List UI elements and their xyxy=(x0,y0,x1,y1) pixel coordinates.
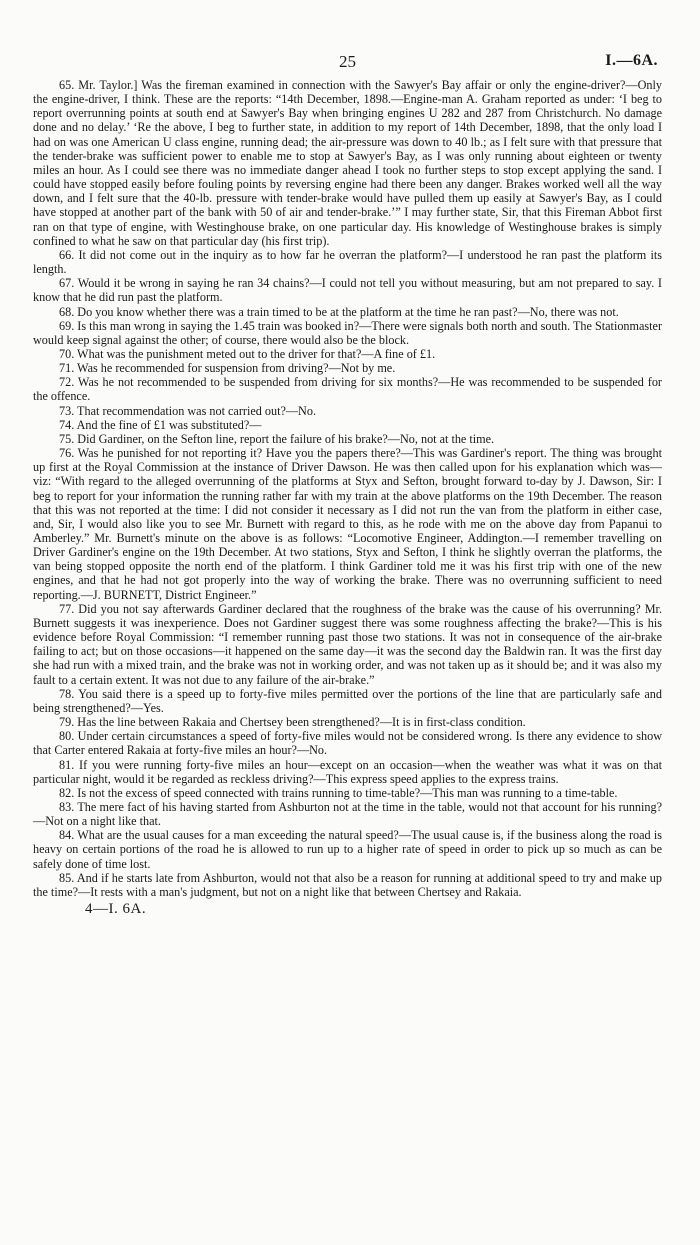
paragraph-q82: 82. Is not the excess of speed connected with trains running to time-table?—This man was running to a time-table. xyxy=(59,785,618,800)
paragraph-q71: 71. Was he recommended for suspension from driving?—Not by me. xyxy=(59,361,396,376)
paragraph-q70: 70. What was the punishment meted out to the driver for that?—A fine of £1. xyxy=(59,346,436,361)
paragraph-q84: 84. What are the usual causes for a man exceeding the natural speed?—The usual cause is, if the business along the road is heavy on certain portions of the road he is allowed to run up to a higher rate of speed in order to pick up so much as can be safely done of time lost. xyxy=(33,828,662,871)
evidence-body xyxy=(33,78,662,899)
paragraph-q80: 80. Under certain circumstances a speed of forty-five miles would not be considered wrong. Is there any evidence to show that Carter entered Rakaia at forty-five miles an hour?—No. xyxy=(33,729,662,758)
paragraph-q75: 75. Did Gardiner, on the Sefton line, report the failure of his brake?—No, not at the time. xyxy=(59,431,495,446)
paragraph-q69: 69. Is this man wrong in saying the 1.45 train was booked in?—There were signals both north and south. The Stationmaster would keep signal against the other; of course, there would also be the block. xyxy=(33,318,662,347)
paragraph-q65: 65. Mr. Taylor.] Was the fireman examined in connection with the Sawyer's Bay affair or only the engine-driver?—Only the engine-driver, I think. These are the reports: “14th December, 1898.—Engine-man A. Graham reported as under: ‘I beg to report overrunning points at south end at Sawyer's Bay when bringing engines U 282 and 287 from Christchurch. No damage done and no delay.’ ‘Re the above, I beg to further state, in addition to my report of 14th December, 1898, that the only load I had on was one American U class engine, running dead; the air-pressure was down to 40 lb.; as I felt sure with that pressure that the tender-brake was sufficient power to enable me to stop at Sawyer's Bay, as I was only running about eighteen or twenty miles an hour. As I could see there was no immediate danger ahead I took no further steps to stop except applying the sand. I could have stopped easily before fouling points by reversing engine had there been any danger. Brakes worked well all the way down, and I felt sure that the 40-lb. pressure with tender-brake would have pulled them up easily at Sawyer's Bay, as I could have stopped at another part of the bank with 50 of air and tender-brake.’” I may further state, Sir, that this Fireman Abbot first ran on that type of engine, with Westinghouse brake, on one particular day. His knowledge of Westinghouse brakes is simply confined to what he saw on that particular day (his first trip). xyxy=(33,78,662,248)
paragraph-q67: 67. Would it be wrong in saying he ran 34 chains?—I could not tell you without measuring, but am not prepared to say. I know that he did run past the platform. xyxy=(33,276,662,305)
page-number: 25 xyxy=(339,52,356,71)
paragraph-q66: 66. It did not come out in the inquiry as to how far he overran the platform?—I understood he ran past the platform its length. xyxy=(33,247,662,277)
paragraph-q77: 77. Did you not say afterwards Gardiner declared that the roughness of the brake was the cause of his overrunning? Mr. Burnett suggests it was inexperience. Does not Gardiner suggest there was some roughness affecting the brake?—This is his evidence before Royal Commission: “I remember running past those two stations. It was not in consequence of the air-brake failing to act; but on those occasions—it happened on the same day—it was the second day the Baldwin ran. It was the first day she had run with a mixed train, and the brake was not in working order, and was not taken up as it should be; and it was also my fault to a certain extent. It was not due to any failure of the air-brake.” xyxy=(33,601,662,687)
paragraph-q73: 73. That recommendation was not carried out?—No. xyxy=(59,403,316,418)
paragraph-q79: 79. Has the line between Rakaia and Chertsey been strengthened?—It is in first-class condition. xyxy=(59,715,526,730)
paragraph-q76: 76. Was he punished for not reporting it? Have you the papers there?—This was Gardiner's report. The thing was brought up first at the Royal Commission at the instance of Driver Dawson. He was then called upon for his explanation which was—viz: “With regard to the alleged overrunning of the platforms at Styx and Sefton, brought forward to-day by J. Dawson, Sir: I beg to report for your information the running rather far with my train at the above platforms on the 19th December. The reason that this was not reported at the time: I did not consider it necessary as I did not run the van from the platform in either case, and, Sir, I would also like you to see Mr. Burnett with regard to this, as he rode with me on the above day from Papanui to Amberley.” Mr. Burnett's minute on the above is as follows: “Locomotive Engineer, Addington.—I remember travelling on Driver Gardiner's engine on the 19th December. At two stations, Styx and Sefton, I think he slightly overran the platforms, the van being stopped opposite the north end of the platform. I think Gardiner told me it was his first trip with one of the new engines, and that he had not got properly into the way of working the brake. There was no overrunning sufficient to need reporting.—J. BURNETT, District Engineer.” xyxy=(33,446,662,602)
paragraph-q83: 83. The mere fact of his having started from Ashburton not at the time in the table, would not that account for his running?—Not on a night like that. xyxy=(33,799,662,829)
paragraph-q74: 74. And the fine of £1 was substituted?— xyxy=(59,417,262,432)
paragraph-q68: 68. Do you know whether there was a train timed to be at the platform at the time he ran past?—No, there was not. xyxy=(59,304,619,319)
page-header xyxy=(33,48,662,78)
paragraph-q81: 81. If you were running forty-five miles an hour—except on an occasion—when the weather was what it was on that particular night, would it be regarded as reckless driving?—This express speed applies to the express trains. xyxy=(33,757,662,786)
paragraph-q85: 85. And if he starts late from Ashburton, would not that also be a reason for running at additional speed to try and make up the time?—It rests with a man's judgment, but not on a night like that between Chertsey and Rakaia. xyxy=(33,870,662,899)
signature-mark: 4—I. 6A. xyxy=(85,901,147,918)
document-reference: I.—6A. xyxy=(605,52,658,69)
paragraph-q78: 78. You said there is a speed up to forty-five miles permitted over the portions of the line that are particularly safe and being strengthened?—Yes. xyxy=(33,686,662,715)
paragraph-q72: 72. Was he not recommended to be suspended from driving for six months?—He was recommended to be suspended for the offence. xyxy=(33,375,662,404)
